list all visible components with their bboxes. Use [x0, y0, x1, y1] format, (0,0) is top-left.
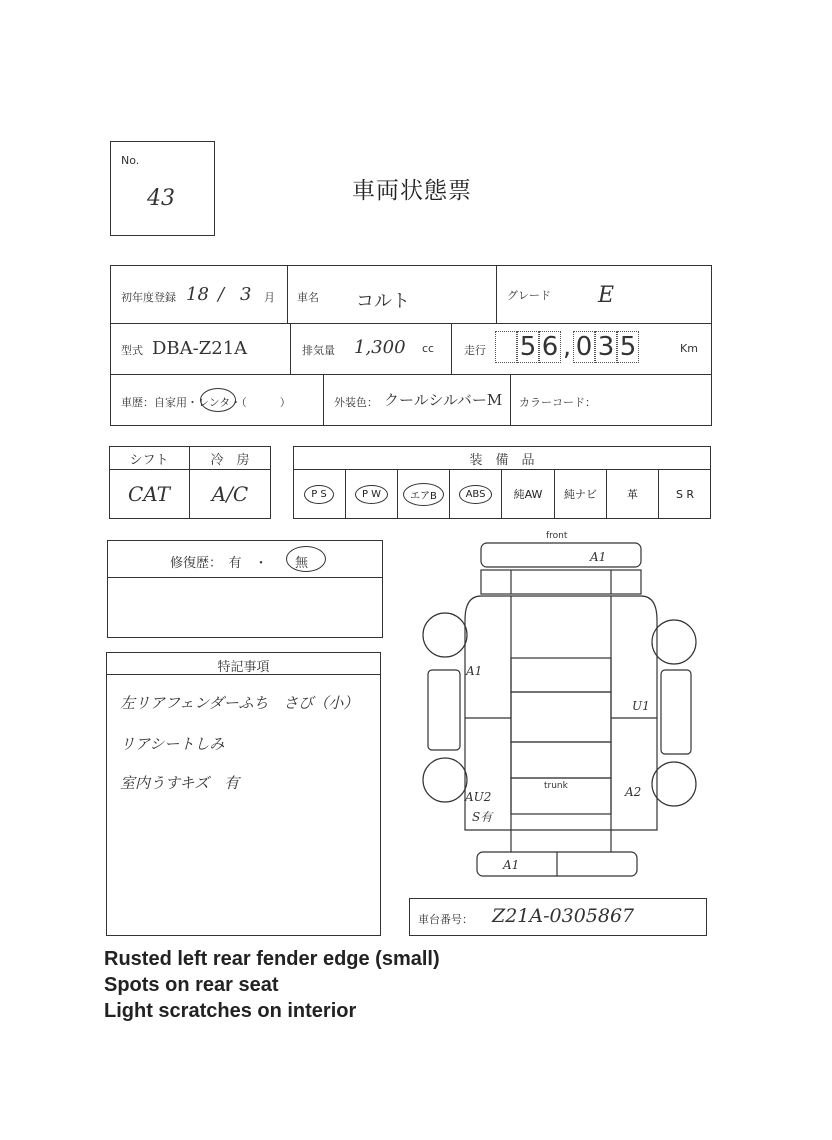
- note-line-2: リアシートしみ: [120, 735, 225, 753]
- repair-history-divider: [107, 577, 383, 578]
- mileage-digit: ,: [562, 332, 572, 362]
- mileage-label: 走行: [464, 344, 486, 357]
- first-registration-separator: /: [218, 284, 225, 305]
- info-row-divider-1: [110, 323, 712, 324]
- mileage-unit: Km: [680, 342, 698, 355]
- equipment-pw: [346, 469, 398, 519]
- note-line-1: 左リアフェンダーふち さび（小）: [120, 694, 359, 712]
- mileage-digit: 6: [539, 331, 561, 363]
- diagram-front-label: front: [546, 531, 568, 541]
- diagram-trunk-label: trunk: [544, 781, 568, 791]
- repair-history-label: 修復歴： 有 ・: [170, 556, 268, 571]
- translation-line-3: Light scratches on interior: [104, 1000, 357, 1022]
- car-name-value: コルト: [356, 291, 410, 312]
- chassis-number-label: 車台番号：: [418, 913, 473, 926]
- grade-value: E: [598, 283, 615, 308]
- info-col-divider: [323, 374, 324, 426]
- mileage-digit: 5: [617, 331, 639, 363]
- equipment-item-label: エアB: [403, 483, 444, 506]
- first-registration-year: 18: [186, 284, 209, 305]
- number-box: [110, 141, 215, 236]
- info-col-divider: [496, 265, 497, 323]
- equipment-ps: [293, 469, 346, 519]
- ac-label: 冷 房: [210, 453, 250, 468]
- chassis-number-value: Z21A-0305867: [492, 905, 635, 927]
- number-value: 43: [147, 186, 175, 211]
- notes-header: 特記事項: [217, 660, 270, 675]
- damage-mark: AU2: [465, 790, 492, 804]
- damage-mark: A1: [466, 664, 483, 678]
- model-label: 型式: [121, 344, 143, 357]
- history-circle-mark: [200, 388, 236, 412]
- mileage-odometer: [495, 331, 639, 363]
- info-row-divider-2: [110, 374, 712, 375]
- car-name-label: 車名: [297, 291, 319, 304]
- damage-mark: A1: [590, 550, 607, 564]
- info-col-divider: [451, 323, 452, 374]
- displacement-value: 1,300: [354, 337, 406, 358]
- ac-value: A/C: [211, 482, 249, 506]
- info-col-divider: [287, 265, 288, 323]
- damage-mark: U1: [632, 699, 650, 713]
- displacement-unit: cc: [422, 342, 435, 355]
- shift-ac-divider: [109, 469, 271, 470]
- equipment-airbag: [398, 469, 450, 519]
- first-registration-label: 初年度登録: [121, 291, 176, 304]
- month-unit: 月: [264, 291, 275, 304]
- vehicle-history: 車歴：自家用・レンタ・（ ）: [121, 396, 291, 409]
- page-title: 車両状態票: [352, 178, 472, 204]
- exterior-color-value: クールシルバーM: [384, 391, 503, 409]
- first-registration-month: 3: [240, 284, 252, 305]
- equipment-abs: [450, 469, 502, 519]
- exterior-color-label: 外装色：: [334, 396, 378, 409]
- grade-label: グレード: [507, 289, 551, 302]
- translation-line-1: Rusted left rear fender edge (small): [104, 948, 440, 970]
- number-label: No.: [121, 154, 140, 167]
- displacement-label: 排気量: [302, 344, 335, 357]
- shift-value: CAT: [128, 482, 170, 506]
- equipment-item-label: 純ナビ: [564, 488, 597, 501]
- info-col-divider: [510, 374, 511, 426]
- equipment-sunroof: [659, 469, 711, 519]
- note-line-3: 室内うすキズ 有: [120, 774, 240, 792]
- repair-history-value: 無: [295, 556, 309, 571]
- mileage-digit: 0: [573, 331, 595, 363]
- repair-circle-mark: [286, 546, 326, 572]
- mileage-digit: [495, 331, 517, 363]
- equipment-item-label: 革: [627, 488, 638, 501]
- shift-label: シフト: [129, 453, 169, 468]
- damage-mark: S有: [472, 810, 493, 824]
- equipment-item-label: P S: [304, 485, 334, 504]
- equipment-item-label: 純AW: [513, 488, 543, 501]
- damage-mark: A2: [625, 785, 642, 799]
- mileage-digit: 3: [595, 331, 617, 363]
- color-code-label: カラーコード：: [519, 396, 596, 409]
- damage-mark: A1: [503, 858, 520, 872]
- car-damage-diagram: [415, 530, 715, 880]
- mileage-digit: 5: [517, 331, 539, 363]
- equipment-genuine-aw: [502, 469, 555, 519]
- equipment-item-label: P W: [355, 485, 388, 504]
- info-col-divider: [290, 323, 291, 374]
- equipment-item-label: ABS: [459, 485, 493, 504]
- equipment-item-label: S R: [675, 487, 695, 501]
- equipment-genuine-navi: [555, 469, 607, 519]
- equipment-leather: [607, 469, 659, 519]
- equipment-header: 装 備 品: [469, 453, 535, 468]
- translation-line-2: Spots on rear seat: [104, 974, 279, 996]
- model-value: DBA-Z21A: [152, 338, 248, 359]
